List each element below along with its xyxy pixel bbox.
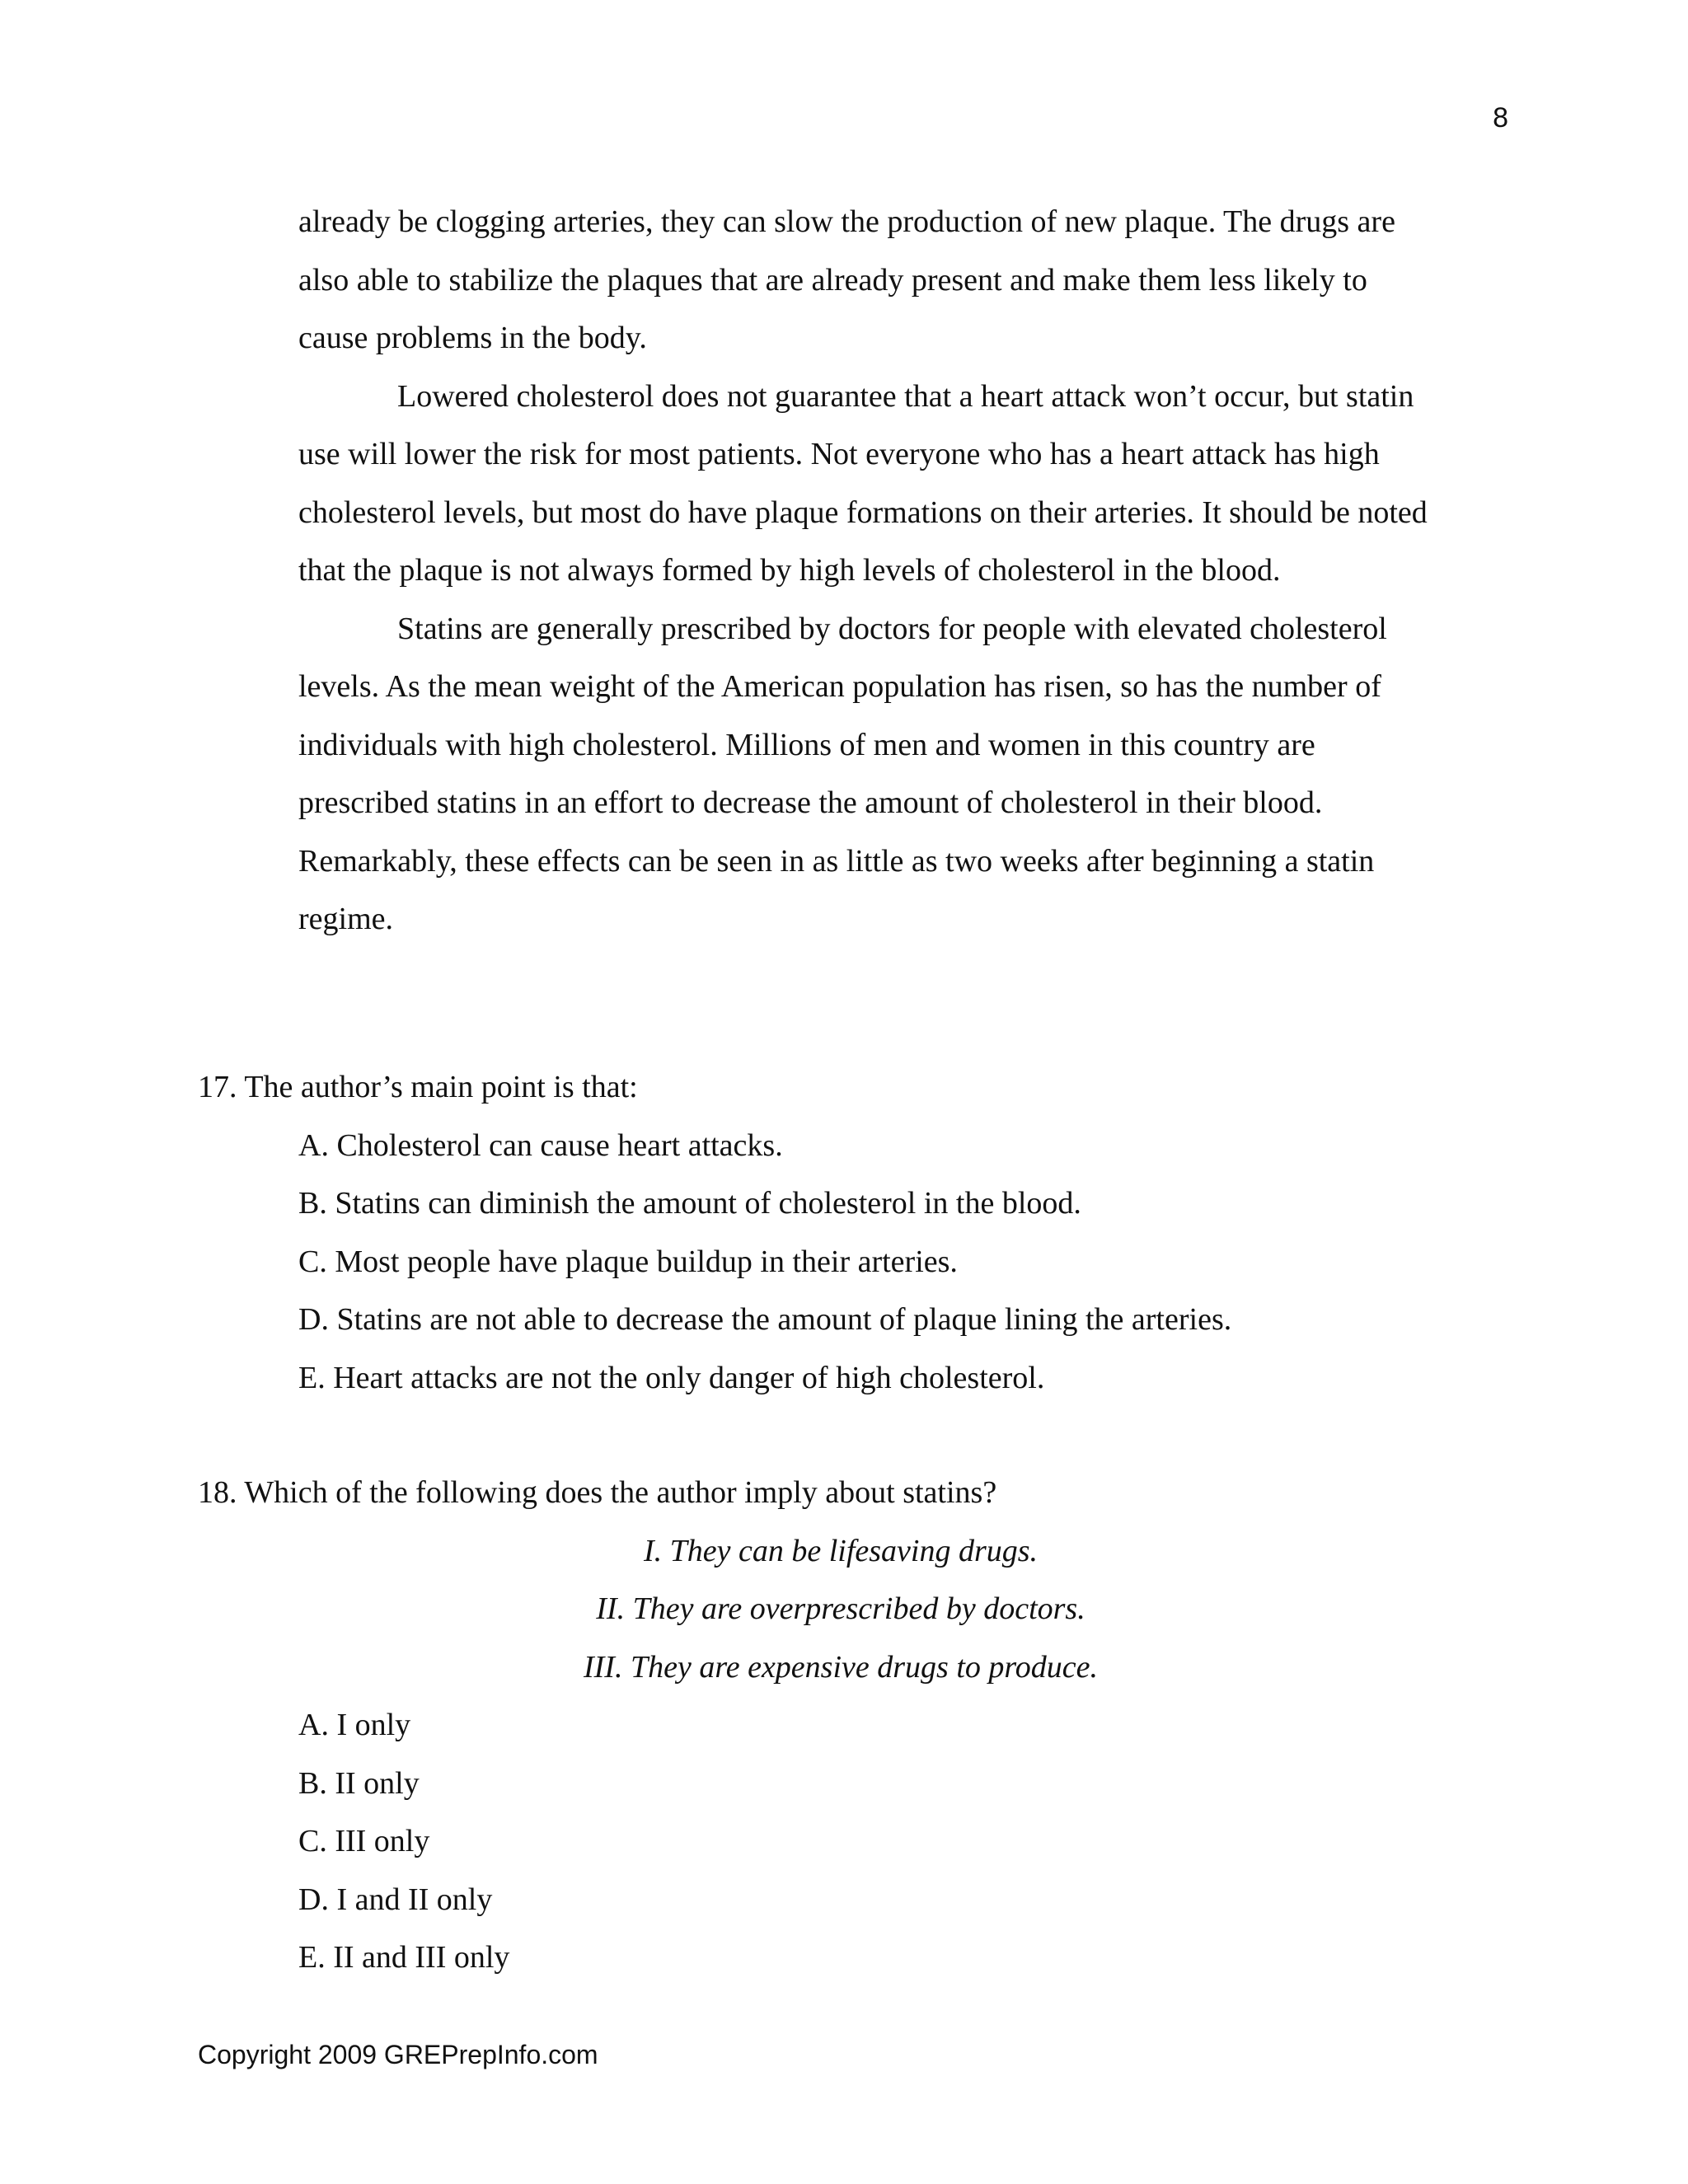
statement-i: I. They can be lifesaving drugs. — [643, 1533, 1039, 1568]
passage-paragraph-2: Lowered cholesterol does not guarantee that a heart attack won’t occur, but statin use will lower the risk for most patients. Not everyone who has a heart attack has high cholesterol levels, but most do have plaque formations on their arteries. It should be noted that the plaque is not always formed by high levels of cholesterol in the blood. — [298, 378, 1428, 588]
answer-option-b: B. II only — [298, 1765, 420, 1801]
answer-option-b: B. Statins can diminish the amount of cholesterol in the blood. — [298, 1186, 1081, 1221]
answer-options — [298, 1117, 1484, 1408]
passage-paragraph-3: Statins are generally prescribed by doctors for people with elevated cholesterol levels. As the mean weight of the American population has risen, so has the number of individuals with high cholesterol. Millions of men and women in this country are prescribed statins in an effort to decrease the amount of cholesterol in their blood. Remarkably, these effects can be seen in as little as two weeks after beginning a statin regime. — [298, 611, 1387, 936]
answer-option-e: E. Heart attacks are not the only danger of high cholesterol. — [298, 1360, 1045, 1395]
reading-passage — [298, 193, 1436, 949]
passage-paragraph-1: already be clogging arteries, they can slow the production of new plaque. The drugs are also able to stabilize the plaques that are already present and make them less likely to cause problems in the body. — [298, 204, 1395, 355]
copyright-footer: Copyright 2009 GREPrepInfo.com — [198, 2040, 598, 2069]
page-number: 8 — [1493, 102, 1508, 134]
answer-option-e: E. II and III only — [298, 1940, 510, 1975]
question-17 — [198, 1058, 1484, 1407]
answer-option-d: D. I and II only — [298, 1882, 493, 1917]
answer-option-d: D. Statins are not able to decrease the amount of plaque lining the arteries. — [298, 1302, 1232, 1337]
answer-option-a: A. I only — [298, 1708, 411, 1742]
answer-option-c: C. Most people have plaque buildup in their arteries. — [298, 1244, 958, 1279]
question-stem: 17. The author’s main point is that: — [198, 1070, 638, 1104]
answer-option-c: C. III only — [298, 1824, 430, 1858]
roman-numeral-statements — [198, 1522, 1484, 1697]
statement-ii: II. They are overprescribed by doctors. — [596, 1591, 1085, 1626]
question-stem: 18. Which of the following does the author imply about statins? — [198, 1475, 997, 1510]
answer-options — [298, 1696, 1484, 1987]
statement-iii: III. They are expensive drugs to produce. — [584, 1649, 1098, 1685]
question-18 — [198, 1464, 1484, 1987]
answer-option-a: A. Cholesterol can cause heart attacks. — [298, 1127, 783, 1163]
